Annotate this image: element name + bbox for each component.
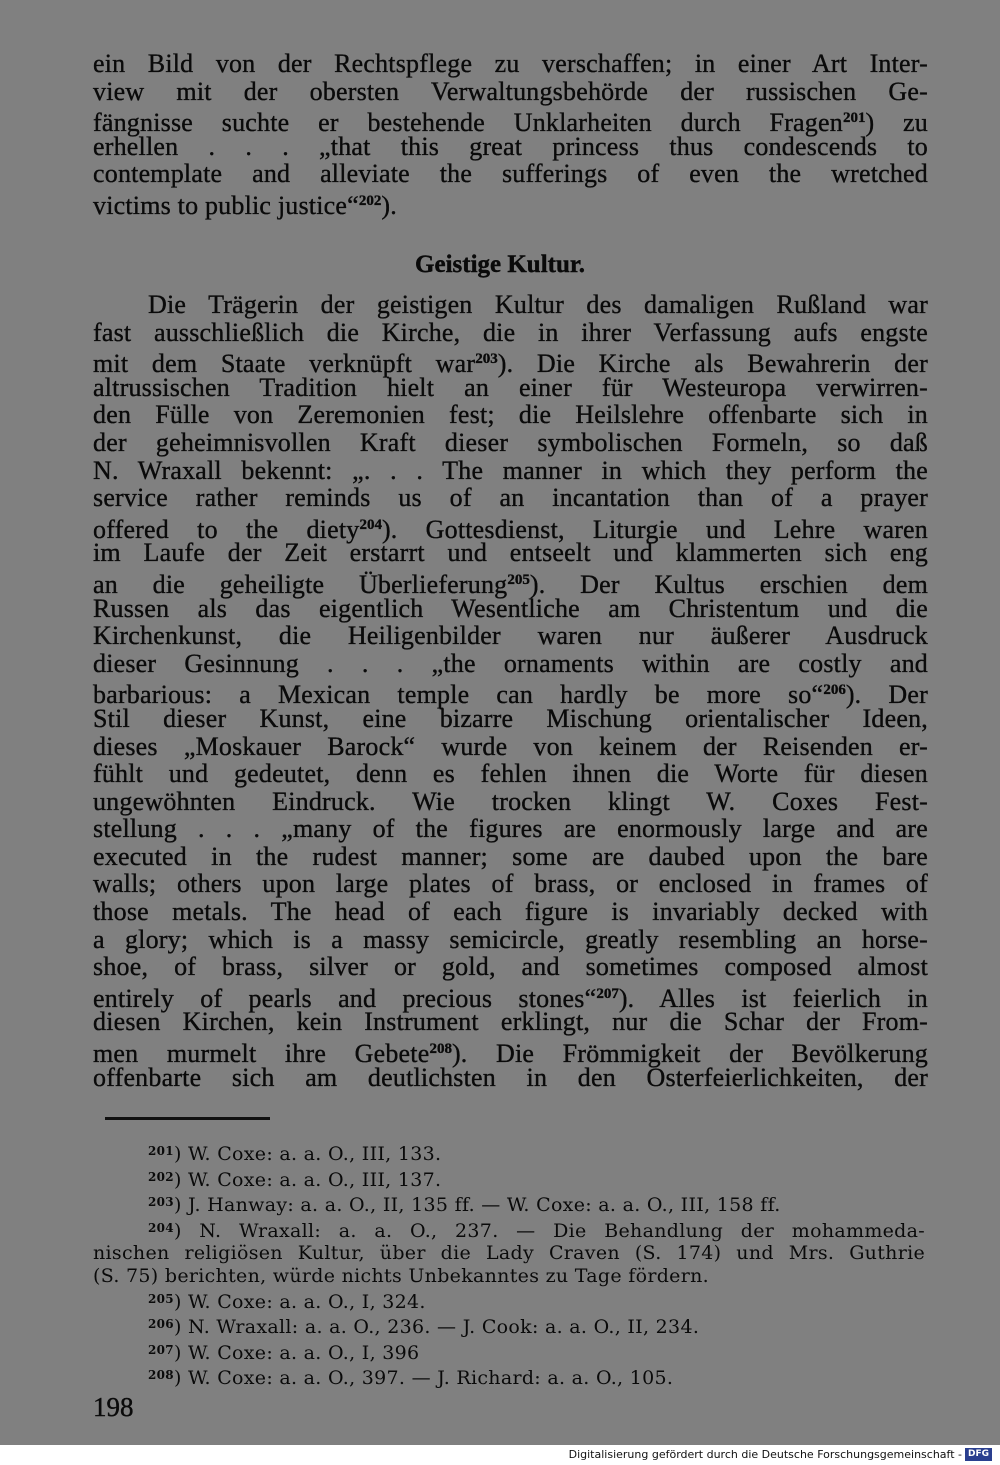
section-heading: Geistige Kultur. (415, 251, 585, 278)
footnote: $^{205}$) W. Coxe: a. a. O., I, 324. (148, 1290, 426, 1313)
footnote-ref[interactable]: 201 (842, 110, 866, 127)
footnote-continuation: (S. 75) berichten, würde nichts Unbekanntes zu Tage fördern. (93, 1264, 709, 1287)
footnote: $^{204}$) N. Wraxall: a. a. O., 237. — Die Behandlung der mohammeda- (148, 1219, 925, 1242)
text-line: walls; others upon large plates of brass, or enclosed in frames of (93, 869, 928, 899)
text-line: dieser Gesinnung . . . „the ornaments within are costly and (93, 648, 928, 678)
paragraph-continued (93, 49, 928, 220)
funding-credit: Digitalisierung gefördert durch die Deutsche Forschungsgemeinschaft - (568, 1448, 962, 1461)
footnote-ref[interactable]: 202 (358, 192, 382, 209)
text-line: offered to the diety$^{204}$). Gottesdienst, Liturgie und Lehre waren (93, 514, 928, 544)
footnote-ref[interactable]: 203 (475, 351, 498, 368)
text-line: entirely of pearls and precious stones“$^{207}$). Alles ist feierlich in (93, 983, 928, 1013)
text-line: dieses „Moskauer Barock“ wurde von keinem der Reisenden er- (93, 731, 928, 761)
footnote: $^{206}$) N. Wraxall: a. a. O., 236. — J. Cook: a. a. O., II, 234. (148, 1316, 700, 1339)
text-line: ein Bild von der Rechtspflege zu verschaffen; in einer Art Inter- (93, 49, 928, 78)
footnote-ref[interactable]: 207 (596, 985, 619, 1002)
footnote-ref[interactable]: 208 (429, 1041, 452, 1058)
text-line: fast ausschließlich die Kirche, die in ihrer Verfassung aufs engste (93, 317, 928, 347)
text-line: contemplate and alleviate the sufferings of even the wretched (93, 159, 928, 189)
text-line: barbarious: a Mexican temple can hardly be more so“$^{206}$). Der (93, 680, 928, 710)
footnote: $^{203}$) J. Hanway: a. a. O., II, 135 ff. — W. Coxe: a. a. O., III, 158 ff. (148, 1194, 781, 1217)
text-line: Kirchenkunst, die Heiligenbilder waren nur äußerer Ausdruck (93, 621, 928, 651)
footnote-ref[interactable]: 204 (359, 516, 382, 533)
text-line: der geheimnisvollen Kraft dieser symbolischen Formeln, so daß (93, 427, 928, 457)
paragraph-geistige-kultur (93, 291, 928, 1091)
text-line: fühlt und gedeutet, denn es fehlen ihnen die Worte für diesen (93, 759, 928, 789)
footnote: $^{207}$) W. Coxe: a. a. O., I, 396 (148, 1341, 420, 1364)
text-line: Die Trägerin der geistigen Kultur des damaligen Rußland war (148, 290, 928, 319)
text-line: those metals. The head of each figure is invariably decked with (93, 897, 928, 927)
text-line: offenbarte sich am deutlichsten in den Osterfeierlichkeiten, der (93, 1062, 928, 1092)
footnote-ref[interactable]: 206 (823, 682, 846, 699)
text-line: N. Wraxall bekennt: „. . . The manner in which they perform the (93, 455, 928, 485)
footnote: $^{201}$) W. Coxe: a. a. O., III, 133. (148, 1143, 442, 1165)
text-line: fängnisse suchte er bestehende Unklarheiten durch Fragen$^{201}$) zu (93, 108, 928, 138)
text-line: den Fülle von Zeremonien fest; die Heilslehre offenbarte sich in (93, 400, 928, 430)
text-line: shoe, of brass, silver or gold, and sometimes composed almost (93, 952, 928, 982)
footnote-ref[interactable]: 205 (507, 571, 530, 588)
text-line: stellung . . . „many of the figures are enormously large and are (93, 814, 928, 844)
text-line: diesen Kirchen, kein Instrument erklingt, nur die Schar der From- (93, 1007, 928, 1037)
text-line: an die geheiligte Überlieferung$^{205}$). Der Kultus erschien dem (93, 569, 929, 599)
footnotes (93, 1140, 925, 1390)
footnote-continuation: nischen religiösen Kultur, über die Lady Craven (S. 174) und Mrs. Guthrie (93, 1242, 925, 1265)
footnote-separator (105, 1117, 270, 1120)
text-line: erhellen . . . „that this great princess thus condescends to (93, 131, 928, 161)
text-line: men murmelt ihre Gebete$^{208}$). Die Frömmigkeit der Bevölkerung (93, 1039, 928, 1069)
footnote: $^{208}$) W. Coxe: a. a. O., 397. — J. Richard: a. a. O., 105. (148, 1367, 674, 1390)
text-line: im Laufe der Zeit erstarrt und entseelt und klammerten sich eng (93, 538, 928, 568)
text-line: victims to public justice“$^{202}$). (93, 190, 397, 220)
text-line: service rather reminds us of an incantation than of a prayer (93, 483, 928, 513)
text-line: Stil dieser Kunst, eine bizarre Mischung orientalischer Ideen, (93, 703, 928, 733)
text-line: view mit der obersten Verwaltungsbehörde der russischen Ge- (93, 76, 928, 106)
text-line: altrussischen Tradition hielt an einer für Westeuropa verwirren- (93, 372, 928, 402)
text-line: mit dem Staate verknüpft war$^{203}$). Die Kirche als Bewahrerin der (93, 349, 928, 379)
text-line: executed in the rudest manner; some are daubed upon the bare (93, 841, 928, 871)
dfg-logo[interactable]: DFG (965, 1448, 992, 1461)
text-line: ungewöhnten Eindruck. Wie trocken klingt W. Coxes Fest- (93, 786, 928, 816)
footnote: $^{202}$) W. Coxe: a. a. O., III, 137. (148, 1168, 442, 1191)
text-line: Russen als das eigentlich Wesentliche am Christentum und die (93, 593, 928, 623)
page-number: 198 (93, 1392, 134, 1422)
text-line: a glory; which is a massy semicircle, greatly resembling an horse- (93, 924, 928, 954)
